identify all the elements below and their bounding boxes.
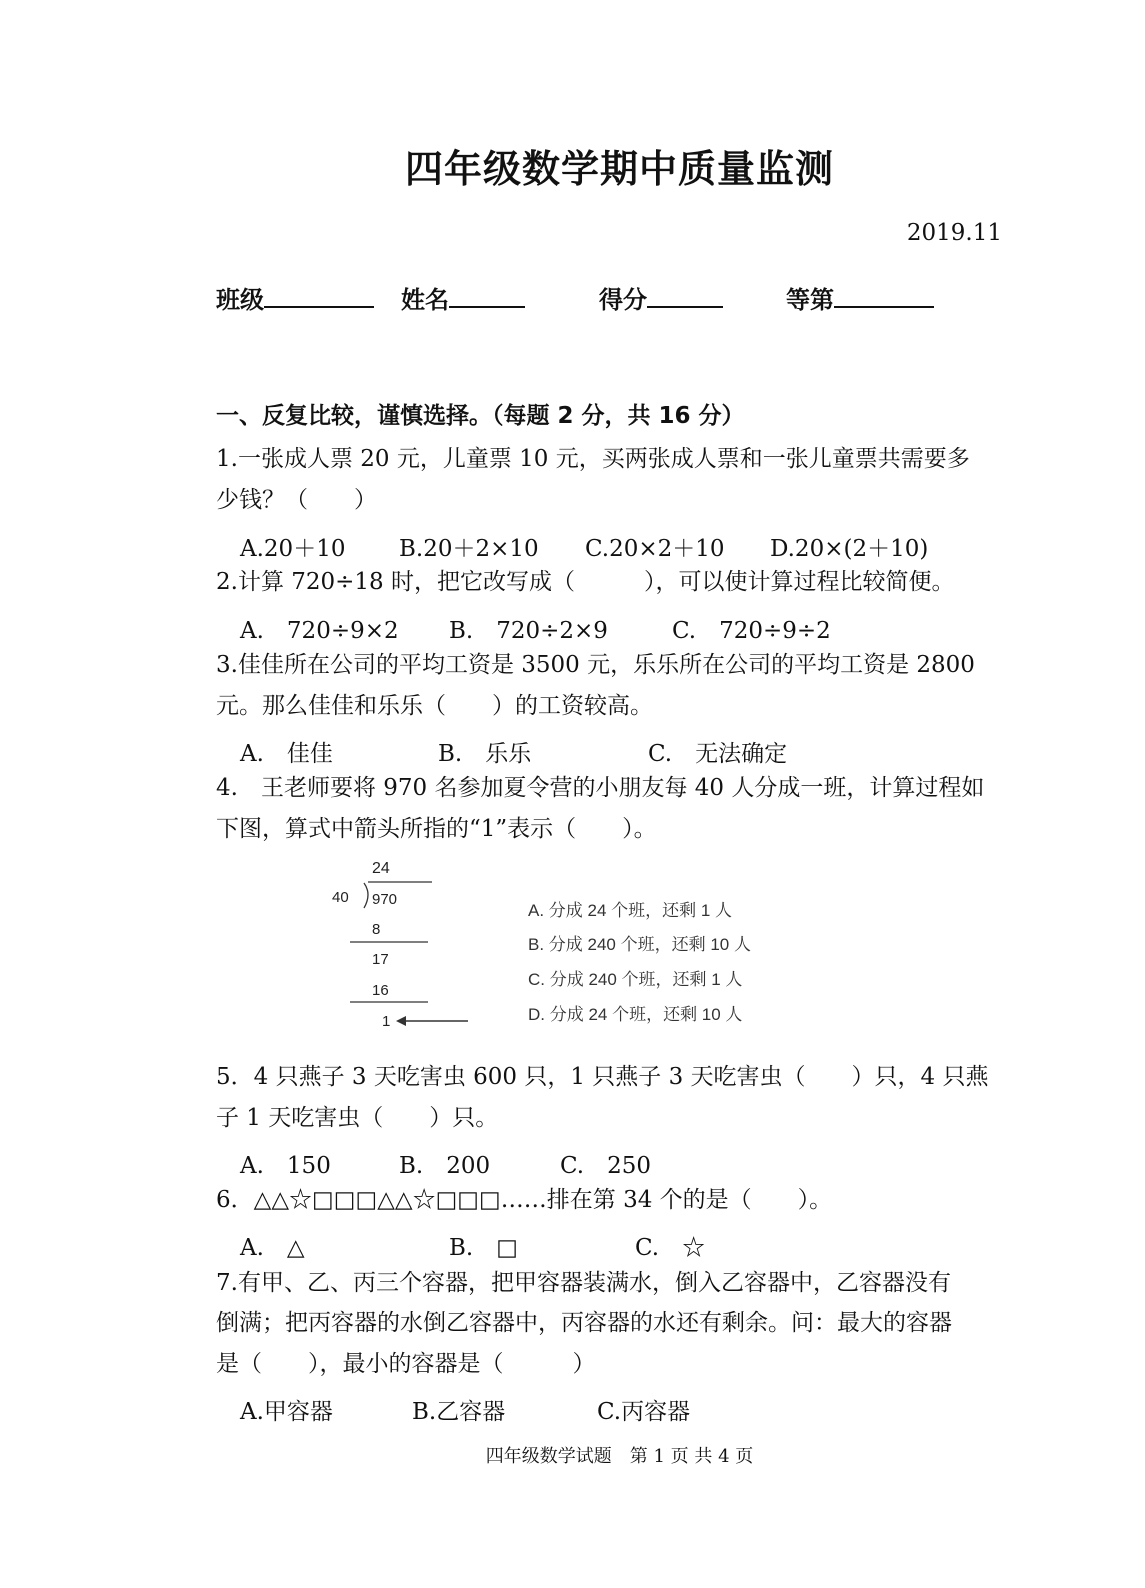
question-6-option-c[interactable]: C. ☆ [635,1235,706,1261]
long-division-figure [320,850,840,1040]
division-step-2: 17 [372,951,389,968]
question-1-option-a[interactable]: A.20＋10 [240,536,346,562]
question-3-line-2: 元。那么佳佳和乐乐（ ）的工资较高。 [216,693,653,719]
question-3-option-b[interactable]: B. 乐乐 [438,741,532,767]
division-dividend: 970 [372,891,398,908]
name-blank[interactable] [449,284,525,308]
division-remainder: 1 [382,1013,391,1030]
division-step-1: 8 [372,921,381,938]
grade-field [786,280,934,315]
question-1-line-1: 1.一张成人票 20 元，儿童票 10 元，买两张成人票和一张儿童票共需要多 [216,446,970,472]
question-1-option-d[interactable]: D.20×(2＋10) [770,536,929,562]
name-label: 姓名 [401,286,449,314]
question-4-line-2: 下图，算式中箭头所指的“1”表示（ ）。 [216,816,657,842]
question-7-line-2: 倒满；把丙容器的水倒乙容器中，丙容器的水还有剩余。问：最大的容器 [216,1310,952,1336]
question-1-option-c[interactable]: C.20×2＋10 [585,536,725,562]
question-2-option-b[interactable]: B. 720÷2×9 [449,618,608,644]
class-blank[interactable] [264,284,374,308]
question-7-option-a[interactable]: A.甲容器 [240,1399,333,1425]
question-5-option-c[interactable]: C. 250 [560,1153,651,1179]
division-bracket [364,883,368,908]
question-4-option-b[interactable]: B. 分成 240 个班，还剩 10 人 [528,935,751,954]
question-4-line-1: 4. 王老师要将 970 名参加夏令营的小朋友每 40 人分成一班，计算过程如 [216,775,985,801]
question-2-line-1: 2.计算 720÷18 时，把它改写成（ ），可以使计算过程比较简便。 [216,569,955,595]
question-5-option-a[interactable]: A. 150 [240,1153,331,1179]
grade-label: 等第 [786,286,834,314]
question-7-option-c[interactable]: C.丙容器 [597,1399,691,1425]
division-step-3: 16 [372,982,389,999]
class-label: 班级 [216,286,264,314]
score-field [599,280,723,315]
arrow-head-icon [396,1016,406,1026]
name-field [401,280,525,315]
question-3-option-a[interactable]: A. 佳佳 [240,741,333,767]
section-1-heading: 一、反复比较，谨慎选择。（每题 2 分，共 16 分） [216,403,745,429]
question-2-option-c[interactable]: C. 720÷9÷2 [672,618,831,644]
question-7-option-b[interactable]: B.乙容器 [412,1399,506,1425]
question-1-option-b[interactable]: B.20＋2×10 [399,536,539,562]
division-divisor: 40 [332,889,349,906]
question-4-option-c[interactable]: C. 分成 240 个班，还剩 1 人 [528,970,743,989]
page-title: 四年级数学期中质量监测 [404,147,834,191]
question-3-line-1: 3.佳佳所在公司的平均工资是 3500 元，乐乐所在公司的平均工资是 2800 [216,652,975,678]
exam-date: 2019.11 [906,220,1002,246]
question-6-option-b[interactable]: B. □ [449,1235,518,1261]
score-blank[interactable] [647,284,723,308]
question-4-option-d[interactable]: D. 分成 24 个班，还剩 10 人 [528,1005,743,1024]
class-field [216,280,374,315]
question-7-line-1: 7.有甲、乙、丙三个容器，把甲容器装满水，倒入乙容器中，乙容器没有 [216,1270,951,1296]
question-5-line-1: 5．4 只燕子 3 天吃害虫 600 只，1 只燕子 3 天吃害虫（ ）只，4 只燕 [216,1064,989,1090]
question-1-line-2: 少钱？（ ） [216,487,377,513]
grade-blank[interactable] [834,284,934,308]
division-quotient: 24 [372,860,390,877]
question-2-option-a[interactable]: A. 720÷9×2 [240,618,399,644]
score-label: 得分 [599,286,647,314]
question-5-option-b[interactable]: B. 200 [399,1153,491,1179]
question-7-line-3: 是（ ），最小的容器是（ ） [216,1351,596,1377]
question-3-option-c[interactable]: C. 无法确定 [648,741,788,767]
question-5-line-2: 子 1 天吃害虫（ ）只。 [216,1105,499,1131]
question-4-option-a[interactable]: A. 分成 24 个班，还剩 1 人 [528,901,733,920]
question-6-line-1: 6．△△☆□□□△△☆□□□……排在第 34 个的是（ ）。 [216,1187,833,1213]
page-footer: 四年级数学试题 第 1 页 共 4 页 [485,1446,754,1467]
question-6-option-a[interactable]: A. △ [240,1235,305,1261]
